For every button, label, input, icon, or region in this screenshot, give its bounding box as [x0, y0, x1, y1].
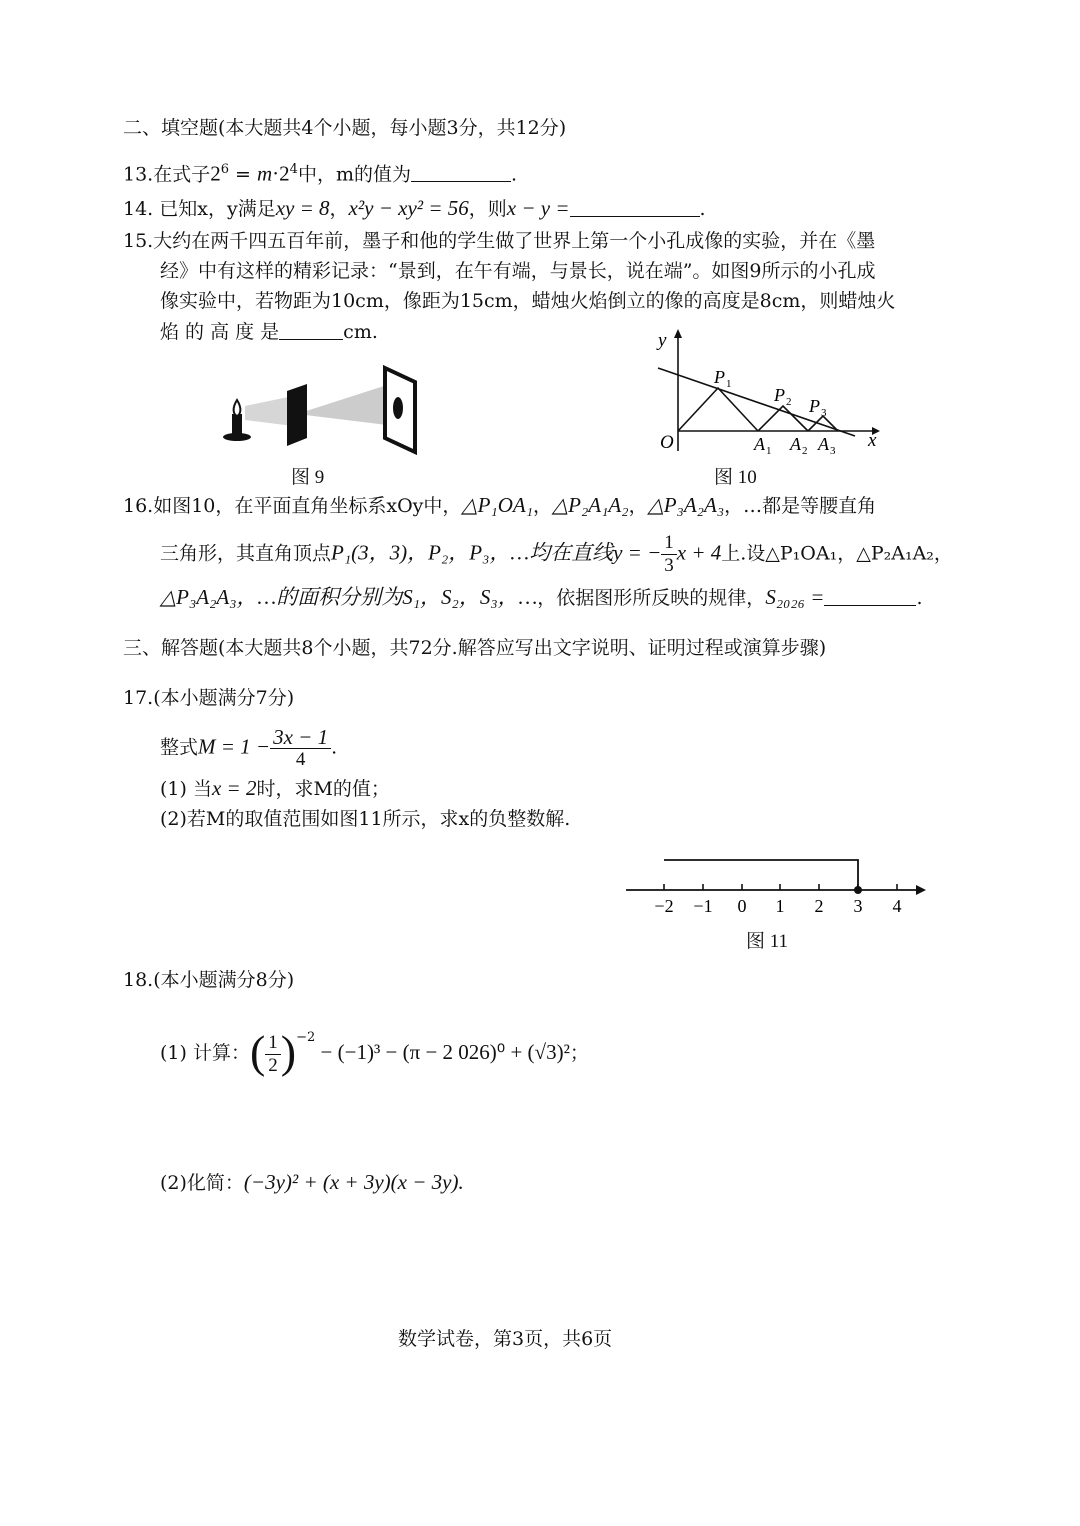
question-18-header: 18.(本小题满分8分)	[123, 969, 295, 991]
question-17-part-1: (1) 当x = 2时，求M的值；	[160, 776, 390, 800]
section-3-heading: 三、解答题(本大题共8个小题，共72分.解答应写出文字说明、证明过程或演算步骤)	[123, 637, 827, 659]
candle-flame	[234, 400, 241, 416]
tick-label: 2	[814, 896, 824, 916]
page-footer: 数学试卷，第3页，共6页	[398, 1328, 613, 1350]
question-18-part-1: (1) 计算：( $\frac{1}{2}$ )$^{-2}$ − (−1)³ − (π − 2 026)⁰ + (√3)²；	[160, 1026, 589, 1077]
tick-label: 3	[853, 896, 863, 916]
label-origin: O	[660, 432, 674, 453]
triangle-1	[678, 388, 758, 431]
answer-blank-16[interactable]	[824, 585, 916, 606]
label-y: y	[658, 330, 667, 351]
triangle-2	[758, 406, 808, 431]
label-x: x	[868, 430, 877, 451]
fraction-one-third: $\frac{1}{3}$	[661, 532, 677, 577]
tick-label: 0	[737, 896, 747, 916]
question-16-line-2: 三角形，其直角顶点P₁(3，3)，P₂，P₃，…均在直线y = − $\frac{1}{3}$ x + 4上.设△P₁OA₁，△P₂A₁A₂，	[160, 532, 953, 576]
question-14: 14. 已知x，y满足xy = 8，x²y − xy² = 56，则x − y = .	[123, 196, 706, 220]
answer-blank-14[interactable]	[570, 196, 700, 217]
fraction-one-half: $\frac{1}{2}$	[265, 1032, 281, 1077]
answer-blank-15[interactable]	[279, 319, 343, 340]
candle-base	[223, 433, 251, 441]
tick-label: −1	[693, 896, 713, 916]
svg-text:2: 2	[802, 445, 808, 457]
question-15-line-3: 像实验中，若物距为10cm，像距为15cm，蜡烛火焰倒立的像的高度是8cm，则蜡烛火	[160, 290, 896, 312]
svg-text:1: 1	[726, 378, 732, 390]
svg-text:3: 3	[821, 407, 827, 419]
svg-text:3: 3	[830, 445, 836, 457]
range-bracket	[664, 860, 858, 890]
question-15-line-2: 经》中有这样的精彩记录：“景到，在午有端，与景长，说在端”。如图9所示的小孔成	[160, 260, 876, 282]
line-graph	[658, 368, 855, 436]
question-15-line-4: 焰 的 高 度 是 cm.	[160, 321, 378, 343]
tick-label: −2	[654, 896, 674, 916]
figure-9-pinhole-illustration	[215, 356, 425, 456]
question-16-line-1: 16.如图10，在平面直角坐标系xOy中，△P₁OA₁，△P₂A₁A₂，△P₃A₂A₃，…都是等腰直角	[123, 493, 877, 517]
pinhole-board	[287, 384, 307, 446]
candle-body	[232, 414, 242, 436]
question-16-line-3: △P₃A₂A₃，…的面积分别为S₁，S₂，S₃，…，依据图形所反映的规律，S₂₀₂₆ = .	[160, 585, 923, 609]
figure-10-diagram	[650, 326, 880, 458]
label-a2: A	[790, 434, 801, 454]
svg-text:1: 1	[766, 445, 772, 457]
fraction-3x-minus-1-over-4: $\frac{3x - 1}{4}$	[270, 726, 331, 771]
question-13: 13.在式子$2^6 = m\cdot 2^4$中，m的值为 .	[123, 161, 518, 186]
svg-text:2: 2	[786, 396, 792, 408]
tick-label: 1	[775, 896, 785, 916]
label-p1: P	[714, 367, 725, 387]
figure-11-number-line	[620, 850, 930, 920]
question-17-part-2: (2)若M的取值范围如图11所示，求x的负整数解.	[160, 808, 571, 830]
section-2-heading: 二、填空题(本大题共4个小题，每小题3分，共12分)	[123, 117, 567, 139]
figure-11-caption: 图 11	[746, 931, 789, 952]
question-18-part-2: (2)化简：(−3y)² + (x + 3y)(x − 3y).	[160, 1170, 464, 1194]
label-a1: A	[754, 434, 765, 454]
label-p2: P	[774, 385, 785, 405]
question-17-expression: 整式M = 1 − $\frac{3x - 1}{4}$ .	[160, 725, 338, 770]
number-line-arrow	[916, 885, 926, 895]
label-p3: P	[809, 396, 820, 416]
tick-label: 4	[892, 896, 902, 916]
label-a3: A	[818, 434, 829, 454]
figure-9-caption: 图 9	[291, 467, 325, 488]
question-15-line-1: 15.大约在两千四五百年前，墨子和他的学生做了世界上第一个小孔成像的实验，并在《墨	[123, 230, 876, 252]
closed-endpoint	[854, 886, 862, 894]
figure-10-caption: 图 10	[714, 467, 757, 488]
question-17-header: 17.(本小题满分7分)	[123, 687, 295, 709]
answer-blank-13[interactable]	[411, 161, 511, 182]
inverted-image	[393, 397, 403, 419]
